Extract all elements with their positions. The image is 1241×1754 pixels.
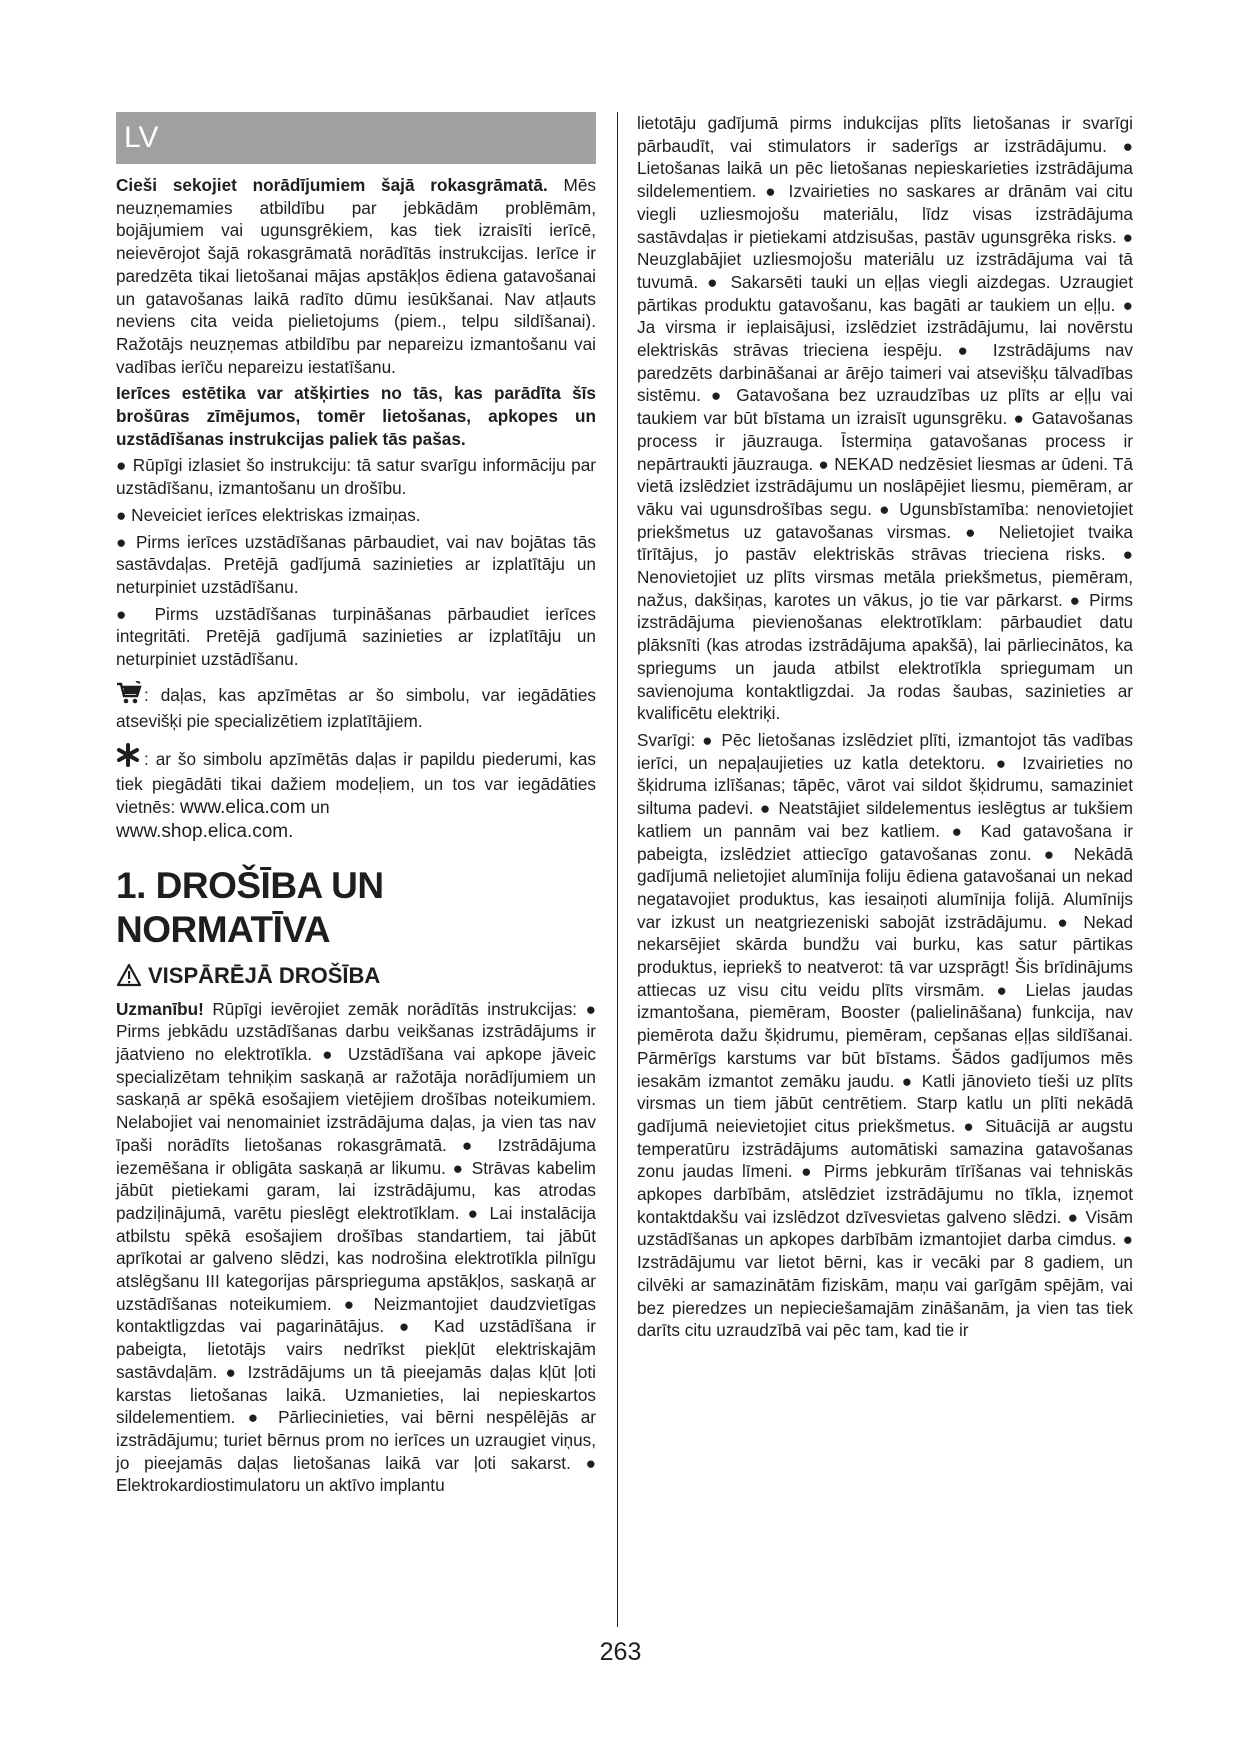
- url-connector: un: [305, 796, 330, 817]
- star-symbol-note: [116, 743, 596, 843]
- intro-body: Mēs neuzņemamies atbildību par jebkādām problēmām, bojājumiem vai ugunsgrēkiem, kas tiek izraisīti ierīcē, neievērojot šajā rokasgrāmatā norādītās instrukcijas. Ierīce ir paredzēta tikai lietošanai mājas apstākļos ēdiena gatavošanai un gatavošanas laikā radīto dūmu iesūkšanai. Nav atļauts neviens cita veida pielietojums (piem., telpu sildīšanai). Ražotājs neuzņemas atbildību par nepareizu izmantošanu vai vadības ierīču nepareizu iestatīšanu.: [116, 175, 597, 377]
- language-code: LV: [124, 121, 159, 154]
- bullet-read-instructions: ● Rūpīgi izlasiet šo instrukciju: tā satur svarīgu informāciju par uzstādīšanu, izmantošanu un drošību.: [116, 455, 596, 499]
- bullet-no-electrical-changes: ● Neveiciet ierīces elektriskas izmaiņas.: [116, 504, 421, 525]
- bullet-check-integrity: ● Pirms uzstādīšanas turpināšanas pārbaudiet ierīces integritāti. Pretējā gadījumā sazinieties ar izplatītāju un neturpiniet uzstādīšanu.: [116, 603, 596, 670]
- subsection-title: [116, 962, 596, 990]
- intro-paragraph: [116, 174, 596, 378]
- right-column: [637, 112, 1133, 1346]
- general-safety-paragraph: [116, 998, 596, 1497]
- asterisk-icon: [116, 743, 140, 773]
- column-divider: [617, 112, 618, 1627]
- cart-symbol-text: : daļas, kas apzīmētas ar šo simbolu, var iegādāties atsevišķi pie specializētiem izplatītājiem.: [116, 684, 596, 732]
- page-number: 263: [599, 1638, 642, 1666]
- warning-label: Uzmanību!: [116, 998, 204, 1019]
- subsection-title-text: VISPĀRĒJĀ DROŠĪBA: [148, 962, 381, 988]
- elica-shop-url: www.shop.elica.com.: [116, 820, 294, 842]
- language-header-bar: [116, 112, 596, 164]
- star-symbol-text: : ar šo simbolu apzīmētās daļas ir papildu piederumi, kas tiek piegādāti tikai dažiem modeļiem, un tos var iegādāties vietnēs:: [116, 749, 596, 817]
- section-title: 1. DROŠĪBA UN NORMATĪVA: [116, 864, 384, 950]
- elica-url: www.elica.com: [180, 796, 306, 818]
- safety-continued-paragraph: lietotāju gadījumā pirms indukcijas plīts lietošanas ir svarīgi pārbaudīt, vai stimulators ir saderīgs ar izstrādājumu. ● Lietošanas laikā un pēc lietošanas nepieskarieties izstrādājuma sildelementiem. ● Izvairieties no saskares ar drānām vai citu viegli uzliesmojošu materiālu, līdz visas izstrādājuma sastāvdaļas ir pietiekami atdzisušas, pastāv ugunsgrēka risks. ● Neuzglabājiet uzliesmojošu materiālu uz izstrādājuma vai tā tuvumā. ● Sakarsēti tauki un eļļas viegli aizdegas. Uzraugiet pārtikas produktu gatavošanu, kas bagāti ar taukiem un eļļu. ● Ja virsma ir ieplaisājusi, izslēdziet izstrādājumu, lai novērstu elektriskās strāvas trieciena iespēju. ● Izstrādājums nav paredzēts darbināšanai ar ārējo taimeri vai atsevišķu tālvadības sistēmu. ● Gatavošana bez uzraudzības uz plīts ar eļļu vai taukiem var būt bīstama un izraisīt ugunsgrēku. ● Gatavošanas process ir jāuzrauga. Īstermiņa gatavošanas process ir nepārtraukti jāuzrauga. ● NEKAD nedzēsiet liesmas ar ūdeni. Tā vietā izslēdziet izstrādājumu un noslāpējiet liesmu, piemēram, ar vāku vai ugunsdrošības segu. ● Ugunsbīstamība: nenovietojiet priekšmetus uz gatavošanas virsmas. ● Nelietojiet tvaika tīrītājus, jo pastāv elektriskās strāvas trieciena risks. ● Nenovietojiet uz plīts virsmas metāla priekšmetus, piemēram, nažus, dakšiņas, karotes un vākus, jo tie var pārkarst. ● Pirms izstrādājuma pievienošanas elektrotīklam: pārbaudiet datu plāksnīti (kas atrodas izstrādājuma apakšā), lai pārliecinātos, ka spriegums un jauda atbilst elektrotīkla spriegumam un savienojuma kontaktligzdai. Ja rodas šaubas, sazinieties ar kvalificētu elektriķi.: [637, 113, 1133, 724]
- cart-symbol-note: [116, 681, 596, 733]
- aesthetics-note: Ierīces estētika var atšķirties no tās, kas parādīta šīs brošūras zīmējumos, tomēr lietošanas, apkopes un uzstādīšanas instrukcijas paliek tās pašas.: [116, 383, 596, 449]
- general-safety-text: Rūpīgi ievērojiet zemāk norādītās instrukcijas: ● Pirms jebkādu uzstādīšanas darbu veikšanas izstrādājums ir jāatvieno no elektrotīkla. ● Uzstādīšana vai apkope jāveic specializētam tehniķim saskaņā ar ražotāja norādījumiem un saskaņā ar spēkā esošajiem vietējiem drošības noteikumiem. Nelabojiet vai nenomainiet izstrādājuma daļas, ja vien tas nav īpaši norādīts lietošanas rokasgrāmatā. ● Izstrādājuma iezemēšana ir obligāta saskaņā ar likumu. ● Strāvas kabelim jābūt pietiekami garam, lai izstrādājumu, kas atrodas padziļinājumā, varētu pieslēgt elektrotīklam. ● Lai instalācija atbilstu spēkā esošajiem drošības standartiem, tai jābūt aprīkotai ar galveno slēdzi, kas nodrošina elektrotīkla pilnīgu atslēgšanu III kategorijas pārsprieguma apstākļos, saskaņā ar uzstādīšanas noteikumiem. ● Neizmantojiet daudzvietīgas kontaktligzdas vai pagarinātājus. ● Kad uzstādīšana ir pabeigta, lietotājs vairs nedrīkst piekļūt elektriskajām sastāvdaļām. ● Izstrādājums un tā pieejamās daļas kļūt ļoti karstas lietošanas laikā. Uzmanieties, lai nepieskartos sildelementiem. ● Pārliecinieties, vai bērni nespēlējās ar izstrādājumu; turiet bērnus prom no ierīces un uzraugiet viņus, jo pieejamās daļas lietošanas laikā var ļoti sakarst. ● Elektrokardiostimulatoru un aktīvo implantu: [116, 998, 596, 1496]
- shopping-cart-icon: [116, 681, 142, 711]
- warning-triangle-icon: [116, 963, 142, 987]
- bullet-check-parts: ● Pirms ierīces uzstādīšanas pārbaudiet, vai nav bojātas tās sastāvdaļas. Pretējā gadījumā sazinieties ar izplatītāju un neturpiniet uzstādīšanu.: [116, 531, 596, 597]
- intro-lead: Cieši sekojiet norādījumiem šajā rokasgrāmatā.: [116, 175, 548, 195]
- left-column: [116, 112, 596, 1501]
- important-paragraph: Svarīgi: ● Pēc lietošanas izslēdziet plīti, izmantojot tās vadības ierīci, un nepaļaujieties uz katla detektoru. ● Izvairieties no šķidruma izlīšanas; tāpēc, vārot vai sildot šķidrumu, samaziniet siltuma padevi. ● Neatstājiet sildelementus ieslēgtus ar tukšiem katliem un pannām vai bez katliem. ● Kad gatavošana ir pabeigta, izslēdziet attiecīgo gatavošanas zonu. ● Nekādā gadījumā nelietojiet alumīnija foliju ēdiena gatavošanai un nekad negatavojiet produktus, kas iesaiņoti alumīnija folijā. Alumīnijs var izkust un neatgriezeniski sabojāt izstrādājumu. ● Nekad nekarsējiet skārda bundžu vai burku, kas satur pārtikas produktus, iepriekš to neatverot: tā var uzsprāgt! Šis brīdinājums attiecas uz visu citu veidu plīts virsmām. ● Lielas jaudas izmantošana, piemēram, Booster (palielināšana) funkcija, nav piemērota dažu šķidrumu, piemēram, cepšanas eļļas sildīšanai. Pārmērīgs karstums var būt bīstams. Šādos gadījumos mēs iesakām izmantot zemāku jaudu. ● Katli jānovieto tieši uz plīts virsmas un tiem jābūt centrētiem. Starp katlu un plīti nekādā gadījumā neievietojiet citus priekšmetus. ● Situācijā ar augstu temperatūru izstrādājums automātiski samazina gatavošanas zonu jaudas līmeni. ● Pirms jebkurām tīrīšanas vai tehniskās apkopes darbībām, atslēdziet izstrādājumu no tīkla, izņemot kontaktdakšu vai izslēdzot dzīvesvietas galveno slēdzi. ● Visām uzstādīšanas un apkopes darbībām izmantojiet darba cimdus. ● Izstrādājumu var lietot bērni, kas ir vecāki par 8 gadiem, un cilvēki ar samazinātām fiziskām, maņu vai garīgām spējām, vai bez pieredzes un nepieciešamajām zināšanām, ja vien tas tiek darīts citu uzraudzībā vai pēc tam, kad tie ir: [637, 729, 1133, 1341]
